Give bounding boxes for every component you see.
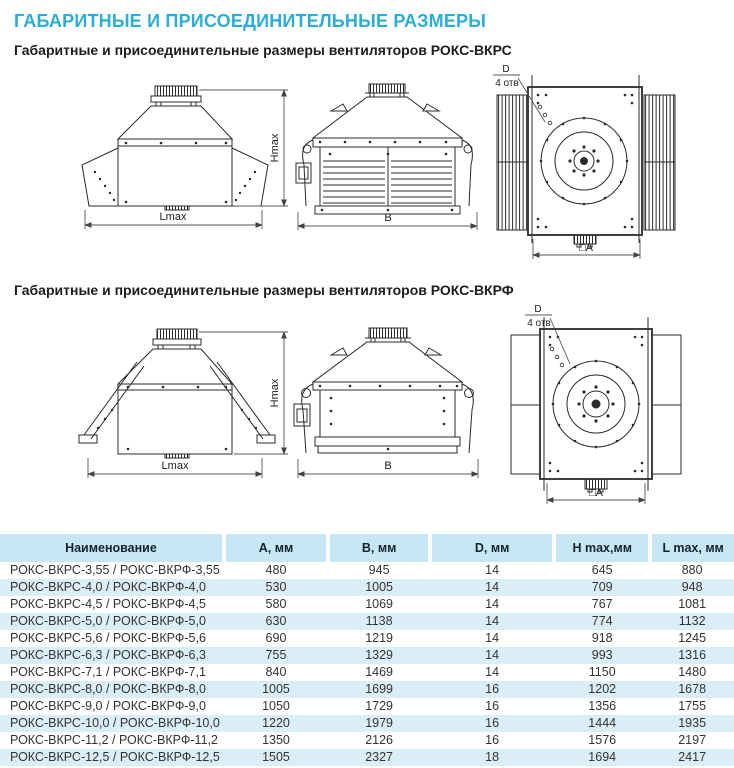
d-label: D bbox=[502, 64, 510, 75]
table-row bbox=[0, 613, 734, 630]
model-name-cell: РОКС-ВКРС-7,1 / РОКС-ВКРФ-7,1 bbox=[10, 665, 206, 679]
dimension-value-cell: 1444 bbox=[588, 716, 617, 730]
dimension-value-cell: 1132 bbox=[678, 614, 706, 628]
table-row bbox=[0, 715, 734, 732]
dimension-value-cell: 1219 bbox=[365, 631, 393, 645]
dimension-value-cell: 14 bbox=[485, 563, 500, 577]
section-title-vkrs: Габаритные и присоединительные размеры вентиляторов РОКС-ВКРС bbox=[14, 42, 512, 58]
square-a-label: □A bbox=[589, 487, 603, 499]
dimension-value-cell: 530 bbox=[265, 580, 287, 594]
dimension-value-cell: 1480 bbox=[678, 665, 707, 679]
dimension-value-cell: 1220 bbox=[262, 716, 290, 730]
vkrs-drawings bbox=[0, 62, 734, 272]
dimension-value-cell: 14 bbox=[485, 648, 500, 662]
dimension-value-cell: 945 bbox=[368, 563, 390, 577]
dimension-value-cell: 690 bbox=[265, 631, 287, 645]
model-name-cell: РОКС-ВКРС-3,55 / РОКС-ВКРФ-3,55 bbox=[10, 563, 220, 577]
section-title-vkrf: Габаритные и присоединительные размеры вентиляторов РОКС-ВКРФ bbox=[14, 282, 514, 298]
model-name-cell: РОКС-ВКРС-5,6 / РОКС-ВКРФ-5,6 bbox=[10, 631, 206, 645]
model-name-cell: РОКС-ВКРС-9,0 / РОКС-ВКРФ-9,0 bbox=[10, 699, 206, 713]
table-row bbox=[0, 681, 734, 698]
header-name: Наименование bbox=[0, 534, 224, 562]
vkrs-side-view-drawing bbox=[296, 84, 477, 230]
lmax-label: Lmax bbox=[159, 211, 187, 223]
model-name-cell: РОКС-ВКРС-4,5 / РОКС-ВКРФ-4,5 bbox=[10, 597, 206, 611]
dimension-value-cell: 767 bbox=[591, 597, 613, 611]
header-d-mm: D, мм bbox=[430, 534, 554, 562]
header-lmax-mm: L max, мм bbox=[650, 534, 734, 562]
dimension-value-cell: 1356 bbox=[588, 699, 617, 713]
dimension-value-cell: 1005 bbox=[262, 682, 290, 696]
table-row bbox=[0, 579, 734, 596]
dimension-value-cell: 1678 bbox=[678, 682, 707, 696]
table-row bbox=[0, 630, 734, 647]
table-row bbox=[0, 562, 734, 579]
holes-count-label: 4 отв bbox=[495, 78, 519, 89]
lmax-label: Lmax bbox=[161, 460, 189, 472]
d-label: D bbox=[534, 304, 542, 315]
dimension-value-cell: 1699 bbox=[365, 682, 393, 696]
dimension-value-cell: 709 bbox=[591, 580, 613, 594]
dimension-value-cell: 1081 bbox=[678, 597, 707, 611]
dimension-value-cell: 630 bbox=[265, 614, 287, 628]
model-name-cell: РОКС-ВКРС-8,0 / РОКС-ВКРФ-8,0 bbox=[10, 682, 206, 696]
table-row bbox=[0, 647, 734, 664]
dimension-value-cell: 1329 bbox=[365, 648, 393, 662]
dimension-value-cell: 840 bbox=[265, 665, 287, 679]
dimensions-table-body bbox=[0, 562, 734, 766]
vkrf-drawings bbox=[0, 302, 734, 524]
dimension-value-cell: 880 bbox=[681, 563, 703, 577]
dimension-value-cell: 2197 bbox=[678, 733, 707, 747]
dimension-value-cell: 1576 bbox=[588, 733, 617, 747]
header-a-mm: А, мм bbox=[224, 534, 328, 562]
dimension-value-cell: 16 bbox=[485, 733, 500, 747]
dimension-value-cell: 14 bbox=[485, 614, 500, 628]
dimension-value-cell: 1694 bbox=[588, 750, 617, 764]
dimension-value-cell: 1138 bbox=[365, 614, 393, 628]
dimension-value-cell: 948 bbox=[681, 580, 703, 594]
dimension-value-cell: 2126 bbox=[365, 733, 393, 747]
dimension-value-cell: 1469 bbox=[365, 665, 393, 679]
dimension-value-cell: 1245 bbox=[678, 631, 707, 645]
dimension-value-cell: 1150 bbox=[588, 665, 616, 679]
dimension-value-cell: 16 bbox=[485, 699, 500, 713]
catalog-page bbox=[0, 10, 734, 768]
dimension-value-cell: 1755 bbox=[678, 699, 707, 713]
vkrf-top-view-drawing bbox=[511, 304, 681, 504]
holes-count-label: 4 отв bbox=[527, 318, 551, 329]
dimension-value-cell: 1979 bbox=[365, 716, 393, 730]
table-row bbox=[0, 664, 734, 681]
dimension-value-cell: 1729 bbox=[365, 699, 393, 713]
dimension-value-cell: 2417 bbox=[678, 750, 707, 764]
model-name-cell: РОКС-ВКРС-11,2 / РОКС-ВКРФ-11,2 bbox=[10, 733, 218, 747]
dimension-value-cell: 580 bbox=[265, 597, 287, 611]
b-label: B bbox=[384, 460, 392, 472]
dimension-value-cell: 1505 bbox=[262, 750, 290, 764]
hmax-label: Hmax bbox=[269, 378, 281, 408]
dimension-value-cell: 480 bbox=[265, 563, 287, 577]
model-name-cell: РОКС-ВКРС-4,0 / РОКС-ВКРФ-4,0 bbox=[10, 580, 206, 594]
hmax-label: Hmax bbox=[269, 133, 281, 163]
dimension-value-cell: 14 bbox=[485, 597, 500, 611]
dimension-value-cell: 755 bbox=[265, 648, 287, 662]
header-b-mm: В, мм bbox=[328, 534, 430, 562]
vkrs-front-view-drawing bbox=[82, 86, 288, 229]
b-label: B bbox=[384, 212, 392, 224]
header-hmax-mm: Н max,мм bbox=[554, 534, 650, 562]
table-row bbox=[0, 732, 734, 749]
dimension-value-cell: 774 bbox=[591, 614, 613, 628]
dimension-value-cell: 645 bbox=[591, 563, 613, 577]
dimension-value-cell: 14 bbox=[485, 631, 500, 645]
vkrs-top-view-drawing bbox=[493, 64, 675, 259]
dimension-value-cell: 16 bbox=[485, 716, 500, 730]
dimension-value-cell: 1935 bbox=[678, 716, 707, 730]
vkrf-side-view-drawing bbox=[294, 328, 478, 478]
dimension-value-cell: 1350 bbox=[262, 733, 290, 747]
model-name-cell: РОКС-ВКРС-12,5 / РОКС-ВКРФ-12,5 bbox=[10, 750, 220, 764]
model-name-cell: РОКС-ВКРС-5,0 / РОКС-ВКРФ-5,0 bbox=[10, 614, 206, 628]
dimension-value-cell: 993 bbox=[591, 648, 613, 662]
dimension-value-cell: 14 bbox=[485, 665, 500, 679]
dimension-value-cell: 2327 bbox=[365, 750, 393, 764]
dimension-value-cell: 1069 bbox=[365, 597, 393, 611]
model-name-cell: РОКС-ВКРС-10,0 / РОКС-ВКРФ-10,0 bbox=[10, 716, 220, 730]
page-title: ГАБАРИТНЫЕ И ПРИСОЕДИНИТЕЛЬНЫЕ РАЗМЕРЫ bbox=[14, 11, 487, 31]
table-header-row bbox=[0, 534, 734, 562]
vkrf-front-view-drawing bbox=[79, 329, 288, 478]
dimensions-table bbox=[0, 534, 734, 766]
square-a-label: □A bbox=[579, 242, 593, 254]
dimension-value-cell: 1005 bbox=[365, 580, 393, 594]
dimension-value-cell: 1316 bbox=[678, 648, 707, 662]
dimension-value-cell: 16 bbox=[485, 682, 500, 696]
dimension-value-cell: 918 bbox=[591, 631, 613, 645]
table-row bbox=[0, 596, 734, 613]
table-row bbox=[0, 698, 734, 715]
dimension-value-cell: 18 bbox=[485, 750, 500, 764]
model-name-cell: РОКС-ВКРС-6,3 / РОКС-ВКРФ-6,3 bbox=[10, 648, 206, 662]
dimension-value-cell: 1202 bbox=[588, 682, 617, 696]
dimension-value-cell: 14 bbox=[485, 580, 500, 594]
dimension-value-cell: 1050 bbox=[262, 699, 290, 713]
